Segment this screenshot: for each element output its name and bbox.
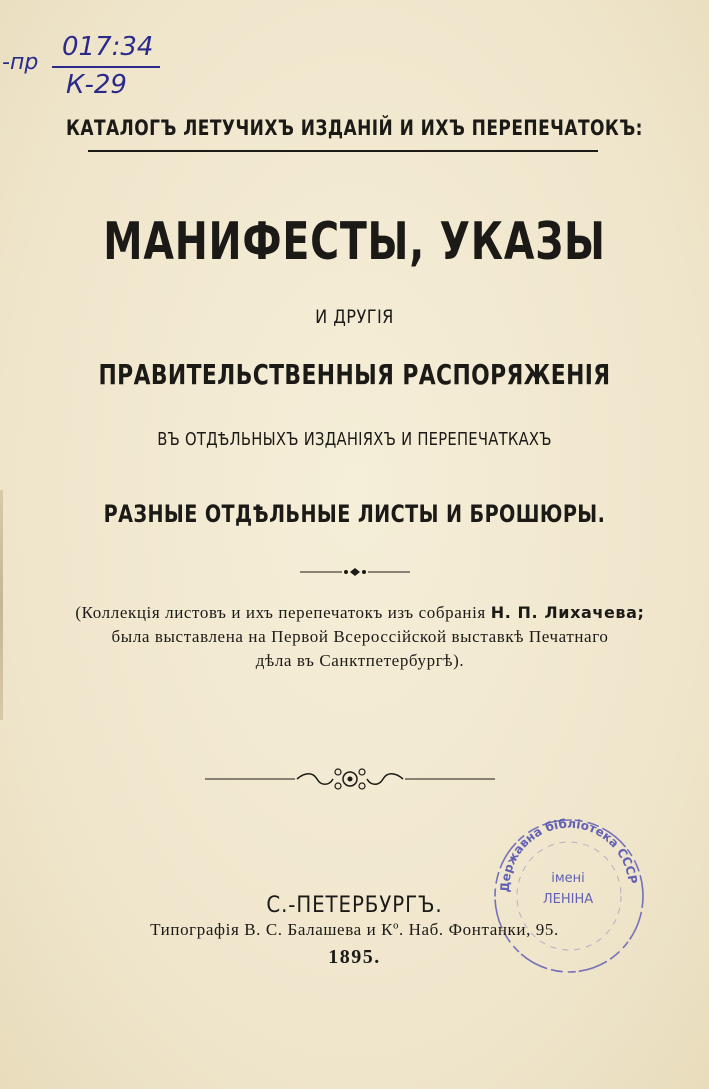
note-line-1 [70, 601, 650, 625]
shelfmark-bottom: К-29 [66, 70, 127, 100]
imprint-printer: Типографія В. С. Балашева и Кº. Наб. Фонтанки, 95. [150, 920, 559, 939]
small-divider-ornament [300, 565, 410, 579]
series-title-underline [88, 150, 598, 152]
stamp-outer-text: Державна бібліотека СССР [497, 816, 640, 893]
page-edge-shadow [0, 490, 3, 720]
imprint-city: С.-ПЕТЕРБУРГЪ. [266, 893, 443, 918]
subtitle-separate-editions: ВЪ ОТДѢЛЬНЫХЪ ИЗДАНІЯХЪ И ПЕРЕПЕЧАТКАХЪ [157, 429, 552, 450]
note-line-2: была выставлена на Первой Всероссійской выставкѣ Печатнаго [111, 627, 609, 646]
imprint-year: 1895. [328, 946, 381, 968]
note-line-3: дѣла въ Санктпетербургѣ). [255, 651, 465, 670]
note-line-1-text: (Коллекція листовъ и ихъ перепечатокъ изъ собранія [75, 603, 491, 622]
shelfmark-prefix: -пр [2, 50, 39, 75]
subtitle-separate-sheets: РАЗНЫЕ ОТДѢЛЬНЫЕ ЛИСТЫ И БРОШЮРЫ. [103, 500, 606, 528]
main-title: МАНИФЕСТЫ, УКАЗЫ [103, 212, 606, 272]
stamp-inner-line-1: імені [551, 871, 585, 886]
shelfmark-divider [52, 66, 160, 68]
shelfmark-top: 017:34 [62, 32, 154, 62]
stamp-inner-line-2: ЛЕНІНА [542, 892, 594, 907]
subtitle-and-others: И ДРУГІЯ [315, 306, 394, 328]
large-divider-ornament [205, 764, 495, 794]
collector-name: Н. П. Лихачева; [490, 603, 645, 622]
series-title: КАТАЛОГЪ ЛЕТУЧИХЪ ИЗДАНІЙ И ИХЪ ПЕРЕПЕЧАТОКЪ: [66, 116, 643, 140]
subtitle-government-orders: ПРАВИТЕЛЬСТВЕННЫЯ РАСПОРЯЖЕНІЯ [98, 358, 611, 391]
